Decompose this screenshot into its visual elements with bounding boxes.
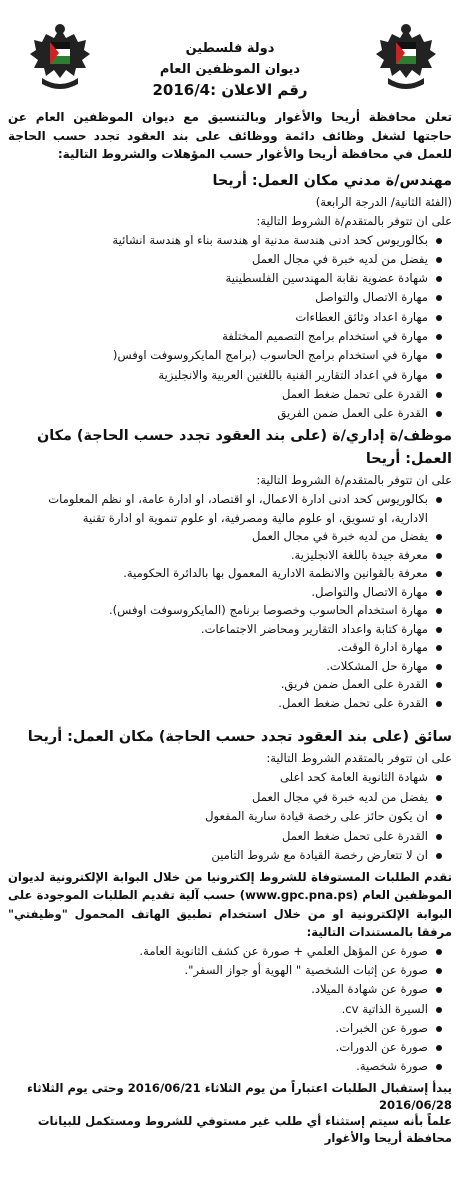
header-text: [8, 38, 452, 101]
list-item: القدرة على تحمل ضغط العمل: [8, 827, 428, 847]
list-item: صورة عن الخبرات.: [8, 1019, 428, 1038]
ad-number: رقم الاعلان :2016/4: [152, 81, 308, 99]
list-item: مهارة في استخدام برامج التصميم المختلفة: [8, 327, 428, 346]
list-item: صورة عن شهادة الميلاد.: [8, 980, 428, 999]
list-item: مهارة الاتصال والتواصل.: [8, 583, 428, 602]
job1-grade: (الفئة الثانية/ الدرجة الرابعة): [315, 194, 452, 209]
job3-requirements-list: [8, 768, 452, 866]
list-item: بكالوريوس كحد ادنى هندسة مدنية او هندسة بناء او هندسة انشائية: [8, 231, 428, 250]
list-item: القدرة على تحمل ضغط العمل: [8, 385, 428, 404]
list-item: مهارة كتابة واعداد التقارير ومحاضر الاجتماعات.: [8, 620, 428, 639]
signature: محافظة أريحا والأغوار: [324, 1130, 452, 1145]
job1-conditions-intro: على ان تتوفر بالمتقدم/ة الشروط التالية:: [256, 213, 452, 228]
list-item: القدرة على العمل ضمن فريق.: [8, 675, 428, 694]
list-item: مهارة في استخدام برامج الحاسوب (برامج المايكروسوفت اوفس(: [8, 346, 428, 365]
list-item: مهارة اعداد وثائق العطاءات: [8, 308, 428, 327]
list-item: السيرة الذاتية cv.: [8, 1000, 428, 1019]
list-item: يفضل من لديه خبرة في مجال العمل: [8, 788, 428, 808]
list-item: صورة عن المؤهل العلمي + صورة عن كشف الثانوية العامة.: [8, 942, 428, 961]
job2-title: موظف/ة إداري/ة (على بند العقود تجدد حسب الحاجة) مكان العمل: أريحا: [36, 428, 452, 468]
list-item: مهارة ادارة الوقت.: [8, 638, 428, 657]
list-item: مهارة حل المشكلات.: [8, 657, 428, 676]
list-item: مهارة الاتصال والتواصل: [8, 288, 428, 307]
header: [8, 8, 452, 100]
list-item: يفضل من لديه خبرة في مجال العمل: [8, 250, 428, 269]
list-item: يفضل من لديه خبرة في مجال العمل: [8, 527, 428, 546]
state-name: دولة فلسطين: [185, 41, 275, 56]
list-item: القدرة على تحمل ضغط العمل.: [8, 694, 428, 713]
intro-paragraph: تعلن محافظة أريحا والأغوار وبالتنسيق مع ديوان الموظفين العام عن حاجتها لشغل وظائف دائمة ووظائف على بند العقود تجدد حسب الحاجة للعمل في محافظة أريحا والأغوار حسب المؤهلات والشروط التالية:: [8, 110, 452, 161]
list-item: القدرة على العمل ضمن الفريق: [8, 404, 428, 423]
job2-requirements-list: [8, 490, 452, 712]
job2-conditions-intro: على ان تتوفر بالمتقدم/ة الشروط التالية:: [256, 473, 452, 488]
office-name: ديوان الموظفين العام: [159, 62, 301, 77]
list-item: صورة عن الدورات.: [8, 1038, 428, 1057]
list-item: مهارة استخدام الحاسوب وخصوصا برنامج (المايكروسوفت اوفس).: [8, 601, 428, 620]
required-documents-list: [8, 942, 452, 1076]
list-item: بكالوريوس كحد ادنى ادارة الاعمال، او اقتصاد، او ادارة عامة، او نظم المعلومات الادارية، او تسويق، او علوم مالية ومصرفية، او علوم تنموية او ادارة تقنية: [8, 490, 428, 527]
list-item: معرفة جيدة باللغة الانجليزية.: [8, 546, 428, 565]
exclusion-note: علماً بأنه سيتم إستثناء أي طلب غير مستوفي للشروط ومستكمل للبيانات: [37, 1114, 452, 1129]
list-item: شهادة عضوية نقابة المهندسين الفلسطينية: [8, 269, 428, 288]
list-item: ان لا تتعارض رخصة القيادة مع شروط التامين: [8, 846, 428, 866]
list-item: صورة عن إثبات الشخصية " الهوية أو جواز السفر".: [8, 961, 428, 980]
job3-title: سائق (على بند العقود تجدد حسب الحاجة) مكان العمل: أريحا: [27, 729, 452, 746]
list-item: صورة شخصية.: [8, 1057, 428, 1076]
list-item: شهادة الثانوية العامة كحد اعلى: [8, 768, 428, 788]
list-item: مهارة في اعداد التقارير الفنية باللغتين العربية والانجليزية: [8, 366, 428, 385]
list-item: معرفة بالقوانين والانظمة الادارية المعمول بها بالدائرة الحكومية.: [8, 564, 428, 583]
list-item: ان يكون حائز على رخصة قيادة سارية المفعول: [8, 807, 428, 827]
job3-conditions-intro: على ان تتوفر بالمتقدم الشروط التالية:: [266, 751, 452, 766]
job1-requirements-list: [8, 231, 452, 424]
application-instructions: تقدم الطلبات المستوفاة للشروط إلكترونيا من خلال البوابة الإلكترونية لديوان الموظفين العام (www.gpc.pna.ps) حسب آلية تقديم الطلبات الموجودة على البوابة الإلكترونية او من خلال استخدام تطبيق الهاتف المحمول "وظيفتي" مرفقا بالمستندات التالية:: [8, 869, 452, 940]
job1-title: مهندس/ة مدني مكان العمل: أريحا: [212, 172, 452, 189]
application-dates: يبدأ إستقبال الطلبات اعتباراً من يوم الثلاثاء 2016/06/21 وحتى يوم الثلاثاء 2016/06/28: [26, 1081, 452, 1112]
